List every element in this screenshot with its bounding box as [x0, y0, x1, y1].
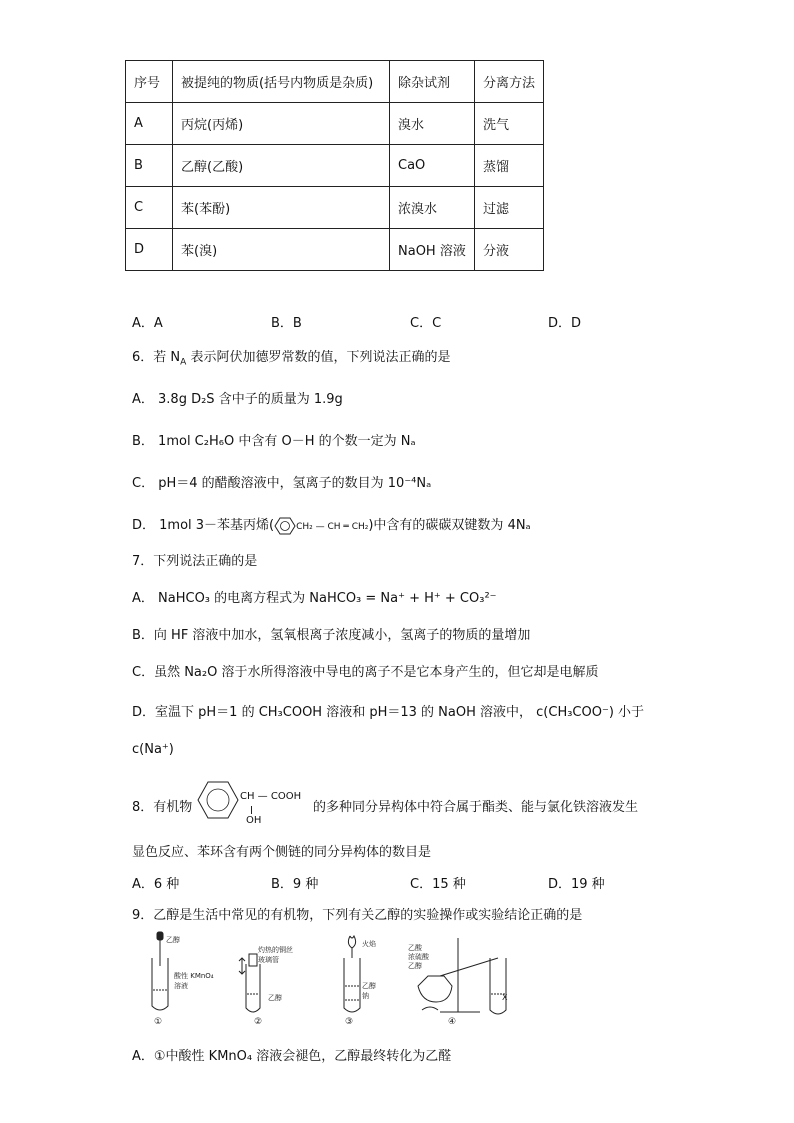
- table-header-cell: 分离方法: [475, 61, 544, 103]
- table-header-cell: 被提纯的物质(括号内物质是杂质): [173, 61, 390, 103]
- f1-number: ①: [154, 1017, 163, 1027]
- q7-option-b: B．向 HF 溶液中加水，氢氧根离子浓度减小，氢离子的物质的量增加: [132, 628, 531, 643]
- table-cell: NaOH 溶液: [390, 229, 475, 271]
- q5-option-c: C．C: [410, 316, 442, 331]
- q9-stem: 9．乙醇是生活中常见的有机物，下列有关乙醇的实验操作或实验结论正确的是: [132, 908, 583, 923]
- table-cell: 浓溴水: [390, 187, 475, 229]
- f3-label-ethanol: 乙醇: [362, 982, 376, 990]
- f4-label-sulfuric: 浓硫酸: [408, 953, 429, 961]
- q6-option-c: C． pH＝4 的醋酸溶液中，氢离子的数目为 10⁻⁴Nₐ: [132, 476, 432, 491]
- table-row: [126, 187, 544, 229]
- q7-option-d: D．室温下 pH＝1 的 CH₃COOH 溶液和 pH＝13 的 NaOH 溶液中， c(CH₃COO⁻) 小于: [132, 705, 645, 720]
- f2-label-ethanol: 乙醇: [268, 994, 282, 1002]
- propenyl-chain: CH₂ — CH ═ CH₂: [296, 522, 369, 532]
- q9-option-a: A．①中酸性 KMnO₄ 溶液会褪色，乙醇最终转化为乙醛: [132, 1049, 452, 1064]
- q6-option-d: D． 1mol 3－苯基丙烯( CH₂ — CH ═ CH₂)中含有的碳碳双键数为 4Nₐ: [132, 518, 531, 533]
- q8-option-c: C．15 种: [410, 877, 466, 892]
- q6-option-b: B． 1mol C₂H₆O 中含有 O－H 的个数一定为 Nₐ: [132, 434, 416, 449]
- table-cell: 乙醇(乙酸): [173, 145, 390, 187]
- table-cell: 蒸馏: [475, 145, 544, 187]
- f4-label-acetic: 乙酸: [408, 944, 422, 952]
- f4-label-x: X: [502, 993, 508, 1002]
- q8-option-d: D．19 种: [548, 877, 605, 892]
- table-cell: B: [126, 145, 173, 187]
- q5-option-b: B．B: [271, 316, 302, 331]
- table-header-cell: 除杂试剂: [390, 61, 475, 103]
- table-cell: CaO: [390, 145, 475, 187]
- q8-side-chain: CH — COOH: [240, 791, 302, 802]
- q8-stem-pre: 8．有机物: [132, 800, 193, 815]
- f3-number: ③: [345, 1017, 354, 1027]
- table-cell: 丙烷(丙烯): [173, 103, 390, 145]
- table-cell: 溴水: [390, 103, 475, 145]
- f2-label-copper: 灼热的铜丝: [258, 946, 293, 954]
- q5-option-a: A．A: [132, 316, 163, 331]
- f2-number: ②: [254, 1017, 263, 1027]
- table-cell: 苯(溴): [173, 229, 390, 271]
- q7-option-a: A． NaHCO₃ 的电离方程式为 NaHCO₃ = Na⁺ + H⁺ + CO₃²⁻: [132, 591, 497, 606]
- q8-oh-bond: [251, 806, 252, 814]
- f4-number: ④: [448, 1017, 457, 1027]
- table-cell: 分液: [475, 229, 544, 271]
- f1-label-ethanol: 乙醇: [166, 936, 180, 944]
- table-cell: 洗气: [475, 103, 544, 145]
- q8-stem-post: 的多种同分异构体中符合属于酯类、能与氯化铁溶液发生: [313, 800, 639, 815]
- table-cell: A: [126, 103, 173, 145]
- q7-stem: 7．下列说法正确的是: [132, 554, 258, 569]
- table-header-row: [126, 61, 544, 103]
- q8-option-b: B．9 种: [271, 877, 319, 892]
- q7-option-d-cont: c(Na⁺): [132, 742, 174, 757]
- q6-stem: 6．若 $N_A$ 表示阿伏加德罗常数的值，下列说法正确的是: [132, 350, 451, 368]
- benzene-ring-icon: [274, 517, 296, 535]
- table-header-cell: 序号: [126, 61, 173, 103]
- f4-label-ethanol: 乙醇: [408, 962, 422, 970]
- q8-stem-line2: 显色反应、苯环含有两个侧链的同分异构体的数目是: [132, 845, 432, 860]
- separation-table: [125, 60, 544, 271]
- q7-option-c: C．虽然 Na₂O 溶于水所得溶液中导电的离子不是它本身产生的，但它却是电解质: [132, 665, 599, 680]
- f2-label-tube: 玻璃管: [258, 956, 279, 964]
- f1-label-kmno4: 酸性 KMnO₄: [174, 972, 214, 980]
- table-cell: C: [126, 187, 173, 229]
- table-row: [126, 103, 544, 145]
- table-row: [126, 145, 544, 187]
- q9-experiment-figure: [140, 928, 520, 1028]
- q6-option-a: A． 3.8g D₂S 含中子的质量为 1.9g: [132, 392, 343, 407]
- f3-label-sodium: 钠: [362, 992, 369, 1000]
- table-cell: 过滤: [475, 187, 544, 229]
- f1-label-solution: 溶液: [174, 982, 188, 990]
- f3-label-flame: 火焰: [362, 940, 376, 948]
- q5-option-d: D．D: [548, 316, 582, 331]
- benzene-structure-icon: [196, 778, 240, 822]
- table-cell: D: [126, 229, 173, 271]
- q8-option-a: A．6 种: [132, 877, 180, 892]
- table-row: [126, 229, 544, 271]
- table-cell: 苯(苯酚): [173, 187, 390, 229]
- q8-oh-group: OH: [246, 815, 262, 826]
